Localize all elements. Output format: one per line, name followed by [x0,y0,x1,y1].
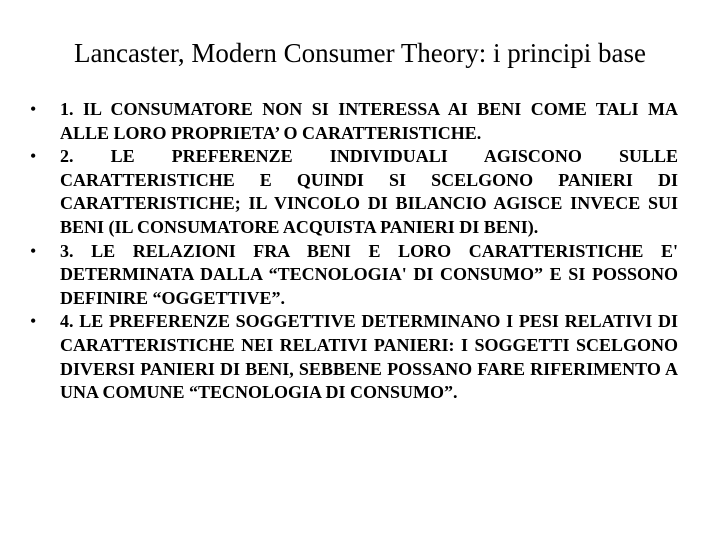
slide-title: Lancaster, Modern Consumer Theory: i principi base [73,38,646,68]
bullet-item-1 [30,98,678,145]
bullet-dot-icon: • [30,240,37,261]
bullet-item-4 [30,310,678,404]
bullet-dot-icon: • [30,99,37,119]
bullet-text-4: 4. LE PREFERENZE SOGGETTIVE DETERMINANO I PESI RELATIVI DI CARATTERISTICHE NEI RELATIVI PANIERI: I SOGGETTI SCELGONO DIVERSI PANIERI DI BENI, SEBBENE POSSANO FARE RIFERIMENTO A UNA COMUNE “TECNOLOGIA DI CONSUMO”. [60,311,678,403]
bullet-text-3: 3. LE RELAZIONI FRA BENI E LORO CARATTERISTICHE E' DETERMINATA DALLA “TECNOLOGIA' DI CONSUMO” E SI POSSONO DEFINIRE “OGGETTIVE”. [60,240,678,308]
bullet-item-2 [30,145,678,239]
bullet-text-2: 2. LE PREFERENZE INDIVIDUALI AGISCONO SULLE CARATTERISTICHE E QUINDI SI SCELGONO PANIERI DI CARATTERISTICHE; IL VINCOLO DI BILANCIO AGISCE INVECE SUI BENI (IL CONSUMATORE ACQUISTA PANIERI DI BENI). [60,146,678,237]
bullet-item-3 [30,240,678,311]
bullet-list [30,98,678,405]
bullet-dot-icon: • [30,311,37,332]
bullet-dot-icon: • [30,146,37,167]
bullet-text-1: 1. IL CONSUMATORE NON SI INTERESSA AI BENI COME TALI MA ALLE LORO PROPRIETA’ O CARATTERISTICHE. [60,99,678,143]
